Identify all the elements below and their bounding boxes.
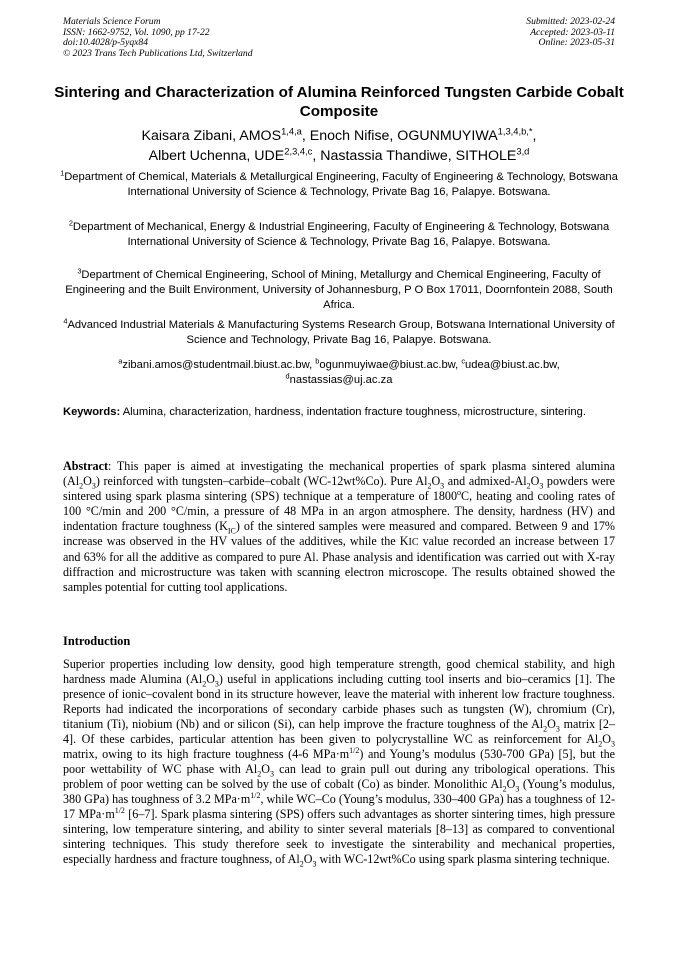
abstract-section: Abstract: This paper is aimed at investigating the mechanical properties of spark plasma sintered alumina $(Al_2O_3)$ reinforced with tungsten–carbide–cobalt (WC-12wt%Co). Pure $Al_2O_3$ and admixed-$Al_2O_3$ powders were sintered using spark plasma sintering (SPS) technique at a temperature of 1800$^o$C, heating and cooling rates of 100 °C/min and 200 °C/min, a pressure of 48 MPa in an argon atmosphere. The density, hardness (HV) and indentation fracture toughness $(K_{IC})$ of the sintered samples were measured and compared. Between 9 and 17% increase was observed in the HV values of the additives, while the KIC value recorded an increase between 17 and 63% for all the additive as compared to pure Al. Phase analysis and identification was carried out with X-ray diffraction and microstructure was taken with scanning electron microscope. The results obtained showed the samples potential for cutting tool applications.	[63, 459, 615, 594]
subscript: 3	[440, 481, 445, 491]
affiliation-text: Department of Chemical Engineering, School of Mining, Metallurgy and Chemical Engineering, Faculty of Engineering and the Built Environment, University of Johannesburg, P O Box 17011, Doornfontein 2088, South Africa.	[65, 269, 613, 311]
email-link[interactable]: udea@biust.ac.bw	[465, 359, 557, 371]
subscript: 2	[79, 481, 84, 491]
abstract-text: : This paper is aimed at investigating the mechanical properties of spark plasma sintered alumina (Al	[63, 459, 615, 488]
degree-sup: o	[457, 487, 462, 497]
intro-text: ) useful in applications including cutting tool inserts and bio–ceramics [1]. The presence of ionic–covalent bond in its structure however, leave the material with inherent low fracture toughness. Reports had indicated the incorporations of secondary carbide phases such as tungsten (W), chromium (Cr), titanium (Ti), niobium (Nb) and or silicon (Si), can help improve the fracture toughness of the Al	[63, 672, 615, 731]
affiliation-text: Department of Chemical, Materials & Metallurgical Engineering, Faculty of Engineering & Technology, Botswana International University of Science & Technology, Private Bag 16, Palapye. Botswana.	[64, 171, 618, 198]
subscript: 2	[299, 859, 304, 869]
keywords-label: Keywords:	[63, 406, 121, 418]
subscript: 3	[91, 481, 96, 491]
subscript: 3	[539, 481, 544, 491]
journal-name: Materials Science Forum	[63, 16, 161, 27]
author-affil-sup: 2,3,4,c	[284, 146, 313, 157]
keywords-text: Alumina, characterization, hardness, indentation fracture toughness, microstructure, sintering.	[122, 406, 586, 418]
email-link[interactable]: zibani.amos@studentmail.biust.ac.bw	[122, 359, 310, 371]
subscript: 2	[202, 679, 207, 689]
abstract-label: Abstract	[63, 459, 109, 473]
affiliation-text: Department of Mechanical, Energy & Industrial Engineering, Faculty of Engineering & Technology, Botswana International University of Science & Technology, Private Bag 16, Palapye. Botswana.	[72, 221, 610, 248]
author-affil-sup: 1,3,4,b,*	[497, 126, 533, 137]
abstract-text: C, heating and cooling rates of 100 °C/min and 200 °C/min, a pressure of 48 MPa in an argon atmosphere. The density, hardness (HV) and indentation fracture toughness (K	[63, 489, 615, 533]
intro-text: Superior properties including low density, good high temperature strength, good chemical stability, and high hardness made Alumina (Al	[63, 657, 615, 686]
subscript: 2	[502, 784, 507, 794]
accepted-date: Accepted: 2023-03-11	[530, 26, 615, 38]
affiliation-4	[54, 318, 624, 348]
dates-header	[526, 17, 615, 49]
author-name: Kaisara Zibani, AMOS	[141, 128, 282, 144]
subscript: 3	[611, 739, 615, 749]
journal-header	[63, 17, 253, 59]
subscript: IC	[227, 526, 236, 536]
subscript: 3	[312, 859, 317, 869]
email-link[interactable]: nastassias@uj.ac.za	[289, 374, 393, 386]
introduction-text: Superior properties including low density, good high temperature strength, good chemical stability, and high hardness made Alumina $(Al_2O_3)$ useful in applications including cutting tool inserts and bio–ceramics [1]. The presence of ionic–covalent bond in its structure however, leave the material with inherent low fracture toughness. Reports had indicated the incorporations of secondary carbide phases such as tungsten (W), chromium (Cr), titanium (Ti), niobium (Nb) and or silicon (Si), can help improve the fracture toughness of the $Al_2O_3$ matrix [2–4]. Of these carbides, particular attention has been given to polycrystalline WC as reinforcement for $Al_2O_3$ matrix, owing to its high fracture toughness (4-6 $MPa\cdot m^{1/2}$) and Young’s modulus (530-700 GPa) [5], but the poor wettability of WC phase with $Al_2O_3$ can lead to grain pull out during any tribological operations. This problem of poor wetting can be solved by the use of cobalt (Co) as binder. Monolithic $Al_2O_3$ (Young’s modulus, 380 GPa) has toughness of 3.2 $MPa\cdot m^{1/2}$, while WC–Co (Young’s modulus, 330–400 GPa) has a toughness of 12-17 $MPa\cdot m^{1/2}$ [6–7]. Spark plasma sintering (SPS) offers such advantages as shorter sintering times, high pressure sintering, low temperature sintering, and ability to sinter several materials [8–13] as compared to conventional sintering techniques. This study therefore seek to investigate the sinterability and mechanical properties, especially hardness and fracture toughness, of $Al_2O_3$ with WC-12wt%Co using spark plasma sintering technique.	[63, 657, 615, 869]
author-affil-sup: 1,4,a	[281, 126, 302, 137]
abstract-text: value recorded an increase between 17 and 63% for all the additive as compared to pure Al. Phase analysis and identification was carried out with X-ray diffraction and microstructure was taken with scanning electron microscope. The results obtained showed the samples potential for cutting tool applications.	[63, 534, 615, 594]
abstract-text: ) reinforced with tungsten–carbide–cobalt (WC-12wt%Co). Pure Al	[95, 474, 428, 488]
affiliation-text: Advanced Industrial Materials & Manufacturing Systems Research Group, Botswana International University of Science and Technology, Private Bag 16, Palapye. Botswana.	[67, 319, 615, 346]
subscript: 2	[526, 481, 531, 491]
subscript: 3	[270, 769, 274, 779]
abstract-text: powders were sintered using spark plasma sintering (SPS) technique at a temperature of 1800	[63, 474, 615, 503]
intro-text: matrix, owing to its high fracture toughness (4-6 MPa·m	[63, 747, 350, 761]
subscript: 2	[427, 481, 432, 491]
author-name: Nastassia Thandiwe, SITHOLE	[320, 148, 517, 164]
author-name: Albert Uchenna, UDE	[148, 148, 285, 164]
author-separator: ,	[301, 128, 310, 144]
affiliation-number: 1	[60, 168, 65, 178]
abstract-text: ) of the sintered samples were measured and compared. Between 9 and 17% increase was observed in the HV values of the additives, while the K	[63, 519, 615, 548]
intro-text: with WC-12wt%Co using spark plasma sintering technique.	[316, 852, 610, 866]
kic-subscript: IC	[408, 537, 419, 548]
author-affil-sup: 3,d	[516, 146, 530, 157]
email-sup: d	[285, 371, 290, 381]
intro-text: , while WC–Co (Young’s modulus, 330–400 GPa) has a toughness of 12-17 MPa·m	[63, 792, 615, 821]
affiliation-number: 4	[63, 316, 68, 326]
subscript: 3	[214, 679, 219, 689]
email-sup: c	[461, 356, 466, 366]
author-separator: ,	[532, 128, 537, 144]
intro-text: [6–7]. Spark plasma sintering (SPS) offers such advantages as shorter sintering times, high pressure sintering, low temperature sintering, and ability to sinter several materials [8–13] as compared to conventional sintering techniques. This study therefore seek to investigate the sinterability and mechanical properties, especially hardness and fracture toughness, of Al	[63, 807, 615, 866]
superscript: 1/2	[250, 790, 261, 800]
introduction-heading: Introduction	[63, 634, 131, 648]
author-name: Enoch Nifise, OGUNMUYIWA	[309, 128, 498, 144]
affiliation-number: 2	[68, 218, 73, 228]
affiliation-1	[54, 170, 624, 200]
issn-line: ISSN: 1662-9752, Vol. 1090, pp 17-22	[63, 26, 210, 38]
affiliation-3	[54, 268, 624, 313]
paper-title: Sintering and Characterization of Alumina Reinforced Tungsten Carbide Cobalt Composite	[54, 84, 624, 120]
keywords-section	[63, 405, 615, 420]
intro-text: can lead to grain pull out during any tribological operations. This problem of poor wetting can be solved by the use of cobalt (Co) as binder. Monolithic Al	[63, 762, 615, 791]
superscript: 1/2	[349, 745, 360, 755]
intro-text: matrix [2–4]. Of these carbides, particular attention has been given to polycrystalline WC as reinforcement for Al	[63, 717, 615, 746]
superscript: 1/2	[114, 805, 125, 815]
subscript: 3	[555, 724, 560, 734]
subscript: 2	[257, 769, 262, 779]
online-date: Online: 2023-05-31	[538, 37, 615, 49]
affiliation-number: 3	[77, 266, 82, 276]
author-list	[40, 126, 638, 166]
copyright-line: © 2023 Trans Tech Publications Ltd, Switzerland	[63, 47, 253, 59]
affiliation-2	[54, 220, 624, 250]
submitted-date: Submitted: 2023-02-24	[526, 16, 615, 27]
email-sup: b	[315, 356, 320, 366]
subscript: 3	[515, 784, 520, 794]
email-link[interactable]: ogunmuyiwae@biust.ac.bw	[319, 359, 456, 371]
subscript: 2	[598, 739, 603, 749]
doi-line[interactable]: doi:10.4028/p-5yqx84	[63, 37, 148, 49]
subscript: 2	[543, 724, 548, 734]
abstract-text: and admixed-Al	[444, 474, 527, 488]
intro-text: (Young’s modulus, 380 GPa) has toughness of 3.2 MPa·m	[63, 777, 615, 806]
author-separator: ,	[312, 148, 321, 164]
email-list: $^a$zibani.amos@studentmail.biust.ac.bw, $^b$ogunmuyiwae@biust.ac.bw, $^c$udea@biust.ac.bw, $^d$nastassias@uj.ac.za	[118, 356, 560, 386]
email-sup: a	[118, 356, 123, 366]
intro-text: ) and Young’s modulus (530-700 GPa) [5], but the poor wettability of WC phase with Al	[63, 747, 615, 776]
